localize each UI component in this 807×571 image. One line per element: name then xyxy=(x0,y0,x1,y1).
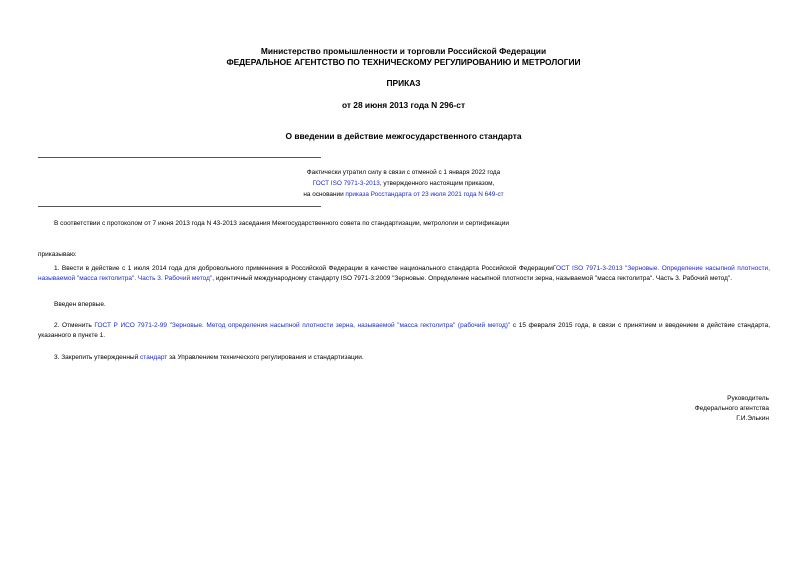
order-word: приказываю: xyxy=(38,251,77,258)
gost-iso-7971-3-link[interactable]: ГОСТ ISO 7971-3-2013 "Зерновые. Определение насыпной плотности, называемой "масса гектолитра". Часть 3. Рабочий метод" xyxy=(38,265,770,282)
signature-org: Федерального агентства xyxy=(694,405,769,412)
first-time-note: Введен впервые. xyxy=(54,301,106,308)
date-number: от 28 июня 2013 года N 296-ст xyxy=(341,100,466,110)
item-3-paragraph xyxy=(38,353,770,363)
divider-bottom xyxy=(38,206,321,207)
gost-iso-link[interactable]: ГОСТ ISO 7971-3-2013 xyxy=(312,180,380,187)
agency-name: ФЕДЕРАЛЬНОЕ АГЕНТСТВО ПО ТЕХНИЧЕСКОМУ РЕГУЛИРОВАНИЮ И МЕТРОЛОГИИ xyxy=(226,57,581,67)
item-2-text: 2. Отменить xyxy=(54,322,95,329)
signature-name: Г.И.Элькин xyxy=(736,415,769,422)
item-3-text: 3. Закрепить утвержденный xyxy=(54,354,141,361)
status-note-text: на основании xyxy=(303,191,346,198)
gost-r-iso-7971-2-link[interactable]: ГОСТ Р ИСО 7971-2-99 "Зерновые. Метод определения насыпной плотности зерна, называемой "масса гектолитра" (рабочий метод)" xyxy=(94,322,511,329)
signature-role: Руководитель xyxy=(727,395,769,402)
divider-top xyxy=(38,157,321,158)
page-title: О введении в действие межгосударственного стандарта xyxy=(285,131,522,141)
item-1-paragraph xyxy=(38,264,770,284)
item-3-text: за Управлением технического регулирования и стандартизации. xyxy=(167,354,364,361)
status-note-line1: Фактически утратил силу в связи с отменой с 1 января 2022 года xyxy=(306,169,501,176)
status-note-text: , утвержденного настоящим приказом, xyxy=(379,180,495,187)
item-2-text: с 15 февраля 2015 года, в связи с принятием и введением в действие стандарта, указанного в пункте 1. xyxy=(38,322,771,339)
status-note-line3 xyxy=(0,190,807,200)
standard-link[interactable]: стандарт xyxy=(140,354,168,361)
status-note-line2 xyxy=(0,179,807,189)
ministry-name: Министерство промышленности и торговли Российской Федерации xyxy=(260,46,547,56)
protocol-paragraph: В соответствии с протоколом от 7 июня 2013 года N 43-2013 заседания Межгосударственного совета по стандартизации, метрологии и сертификации xyxy=(54,220,510,227)
item-1-text: , идентичный международному стандарту ISO 7971-3:2009 "Зерновые. Определение насыпной плотности зерна, называемой "масса гектолитра". Часть 3. Рабочий метод". xyxy=(212,275,733,282)
item-2-paragraph xyxy=(38,321,770,341)
rosstandart-order-link[interactable]: приказа Росстандарта от 23 июля 2021 года N 649-ст xyxy=(345,191,504,198)
item-1-text: 1. Ввести в действие с 1 июля 2014 года для добровольного применения в Российской Федерации в качестве национального стандарта Российской Федерации xyxy=(54,265,553,272)
doc-type-heading: ПРИКАЗ xyxy=(386,78,421,88)
